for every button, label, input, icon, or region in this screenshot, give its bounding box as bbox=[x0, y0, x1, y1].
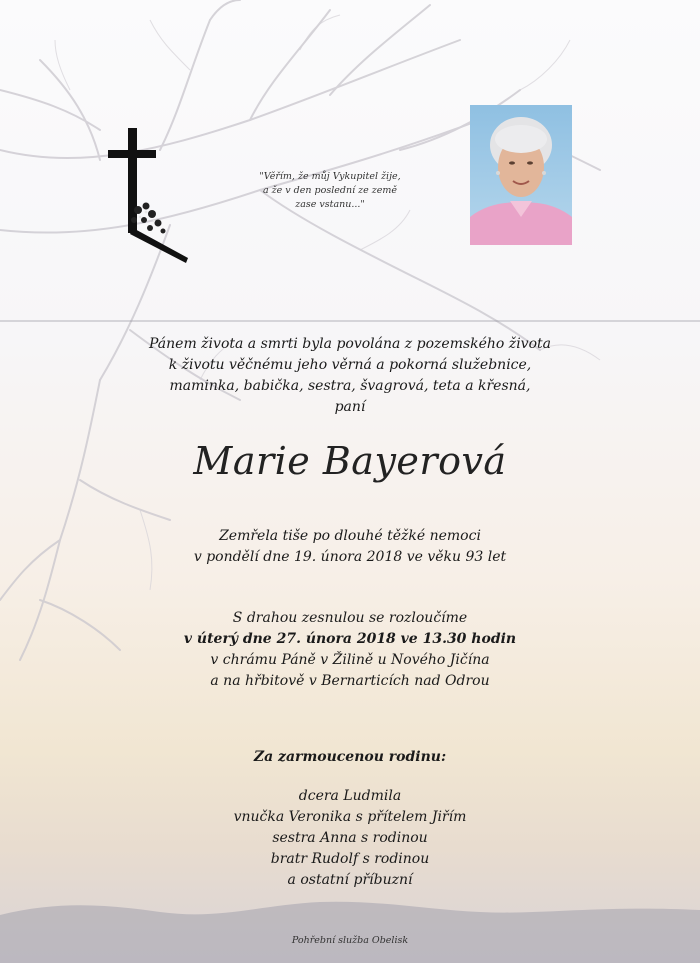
family-members bbox=[0, 786, 700, 891]
announcement-line: maminka, babička, sestra, švagrová, teta a křesná, bbox=[169, 378, 531, 394]
family-member: bratr Rudolf s rodinou bbox=[270, 851, 430, 867]
quote-line: zase vstanu..." bbox=[295, 199, 365, 210]
death-line: Zemřela tiše po dlouhé těžké nemoci bbox=[219, 528, 481, 544]
portrait-photo bbox=[470, 105, 572, 245]
funeral-line: S drahou zesnulou se rozloučíme bbox=[232, 610, 468, 626]
family-member: a ostatní příbuzní bbox=[287, 872, 413, 888]
announcement-line: k životu věčnému jeho věrná a pokorná služebnice, bbox=[168, 357, 532, 373]
family-member: dcera Ludmila bbox=[298, 788, 402, 804]
funeral-service-credit: Pohřební služba Obelisk bbox=[291, 935, 409, 946]
announcement-line: paní bbox=[334, 399, 366, 415]
announcement-text bbox=[0, 334, 700, 418]
quote-line: a že v den poslední ze země bbox=[262, 185, 398, 196]
funeral-details bbox=[0, 608, 700, 692]
funeral-cemetery: a na hřbitově v Bernarticích nad Odrou bbox=[210, 673, 490, 689]
announcement-line: Pánem života a smrti byla povolána z pozemského života bbox=[149, 336, 551, 352]
paper-fold-line bbox=[0, 320, 700, 322]
family-heading: Za zarmoucenou rodinu: bbox=[253, 749, 447, 765]
cross-with-flowers-icon bbox=[108, 128, 200, 268]
death-line: v pondělí dne 19. února 2018 ve věku 93 let bbox=[193, 549, 507, 565]
funeral-church: v chrámu Páně v Žilině u Nového Jičína bbox=[210, 652, 490, 668]
quote-line: "Věřím, že můj Vykupitel žije, bbox=[259, 171, 401, 182]
bible-quote bbox=[240, 170, 420, 212]
death-details bbox=[0, 526, 700, 568]
deceased-name: Marie Bayerová bbox=[193, 439, 507, 483]
funeral-date-time: v úterý dne 27. února 2018 ve 13.30 hodin bbox=[183, 631, 517, 647]
family-member: sestra Anna s rodinou bbox=[272, 830, 428, 846]
family-member: vnučka Veronika s přítelem Jiřím bbox=[233, 809, 467, 825]
